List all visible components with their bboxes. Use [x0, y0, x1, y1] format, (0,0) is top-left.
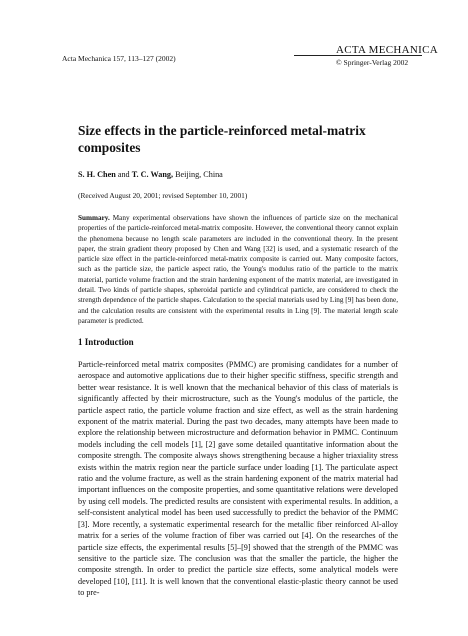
- journal-citation: Acta Mechanica 157, 113–127 (2002): [62, 54, 176, 63]
- body-text: [78, 359, 398, 599]
- author-1: S. H. Chen: [78, 170, 116, 179]
- section-heading: 1 Introduction: [78, 337, 134, 347]
- page-header: [62, 44, 448, 74]
- publisher-copyright: © Springer-Verlag 2002: [335, 58, 409, 67]
- author-conjunction: and: [115, 170, 132, 179]
- journal-name: ACTA MECHANICA: [335, 44, 438, 56]
- abstract-text: Many experimental observations have shown the influences of particle size on the mechanical properties of the particle-reinforced metal-matrix composite. However, the conventional theory cannot explain the phenomena because no length scale parameters are included in the conventional theory. In the present paper, the strain gradient theory proposed by Chen and Wang [32] is used, and a systematic research of the particle size effect in the particle-reinforced metal-matrix composite is carried out. Many composite factors, such as the particle size, the particle aspect ratio, the Young's modulus ratio of the particle to the matrix material, particle volume fraction and the strain hardening exponent of the matrix material, are investigated in detail. Two kinds of particle shapes, spheroidal particle and cylindrical particle, are considered to check the strength dependence of the particle shapes. Calculation to the special materials used by Ling [9] has been done, and the calculation results are consistent with the experimental results in Ling [9]. The material length scale parameter is predicted.: [78, 214, 398, 325]
- author-2: T. C. Wang,: [131, 170, 174, 179]
- header-rule: [294, 55, 422, 56]
- abstract: [78, 213, 398, 326]
- article-title: Size effects in the particle-reinforced metal-matrix composites: [78, 123, 366, 155]
- received-date: (Received August 20, 2001; revised September 10, 2001): [78, 191, 248, 200]
- abstract-label: Summary.: [78, 214, 110, 222]
- author-line: [78, 170, 223, 179]
- paragraph: Particle-reinforced metal matrix composites (PMMC) are promising candidates for a number of aerospace and automotive applications due to their higher specific stiffness, specific strength and better wear resistance. It is well known that the mechanical behavior of this class of materials is significantly affected by their microstructure, such as the Young's modulus of the particle, the particle aspect ratio, the particle volume fraction and size effect, as well as the strain hardening exponent of the matrix material. During the past two decades, many attempts have been made to explore the relationship between microstructure and deformation behavior in PMMC. Continuum models including the cell models [1], [2] gave some detailed quantitative information about the composite strength. The composite always shows strengthening because a higher triaxiality stress exists within the matrix region near the particle surface under loading [1]. The particulate aspect ratio and the volume fracture, as well as the strain hardening exponent of the matrix material had important influences on the composite properties, and some quantitative relations were developed by using cell models. The predicted results are consistent with experimental results. In addition, a self-consistent analytical model has been used successfully to predict the behavior of the PMMC [3]. More recently, a systematic experimental research for the metallic fiber reinforced Al-alloy matrix for a series of the volume fraction of fiber was carried out [4]. On the researches of the particle size effects, the experimental results [5]–[9] showed that the strength of the PMMC was sensitive to the particle size. The conclusion was that the smaller the particle, the higher the composite strength. In order to predict the particle size effects, some analytical models were developed [10], [11]. It is well known that the conventional elastic-plastic theory cannot be used to pre-: [78, 360, 398, 598]
- author-location: Beijing, China: [173, 170, 223, 179]
